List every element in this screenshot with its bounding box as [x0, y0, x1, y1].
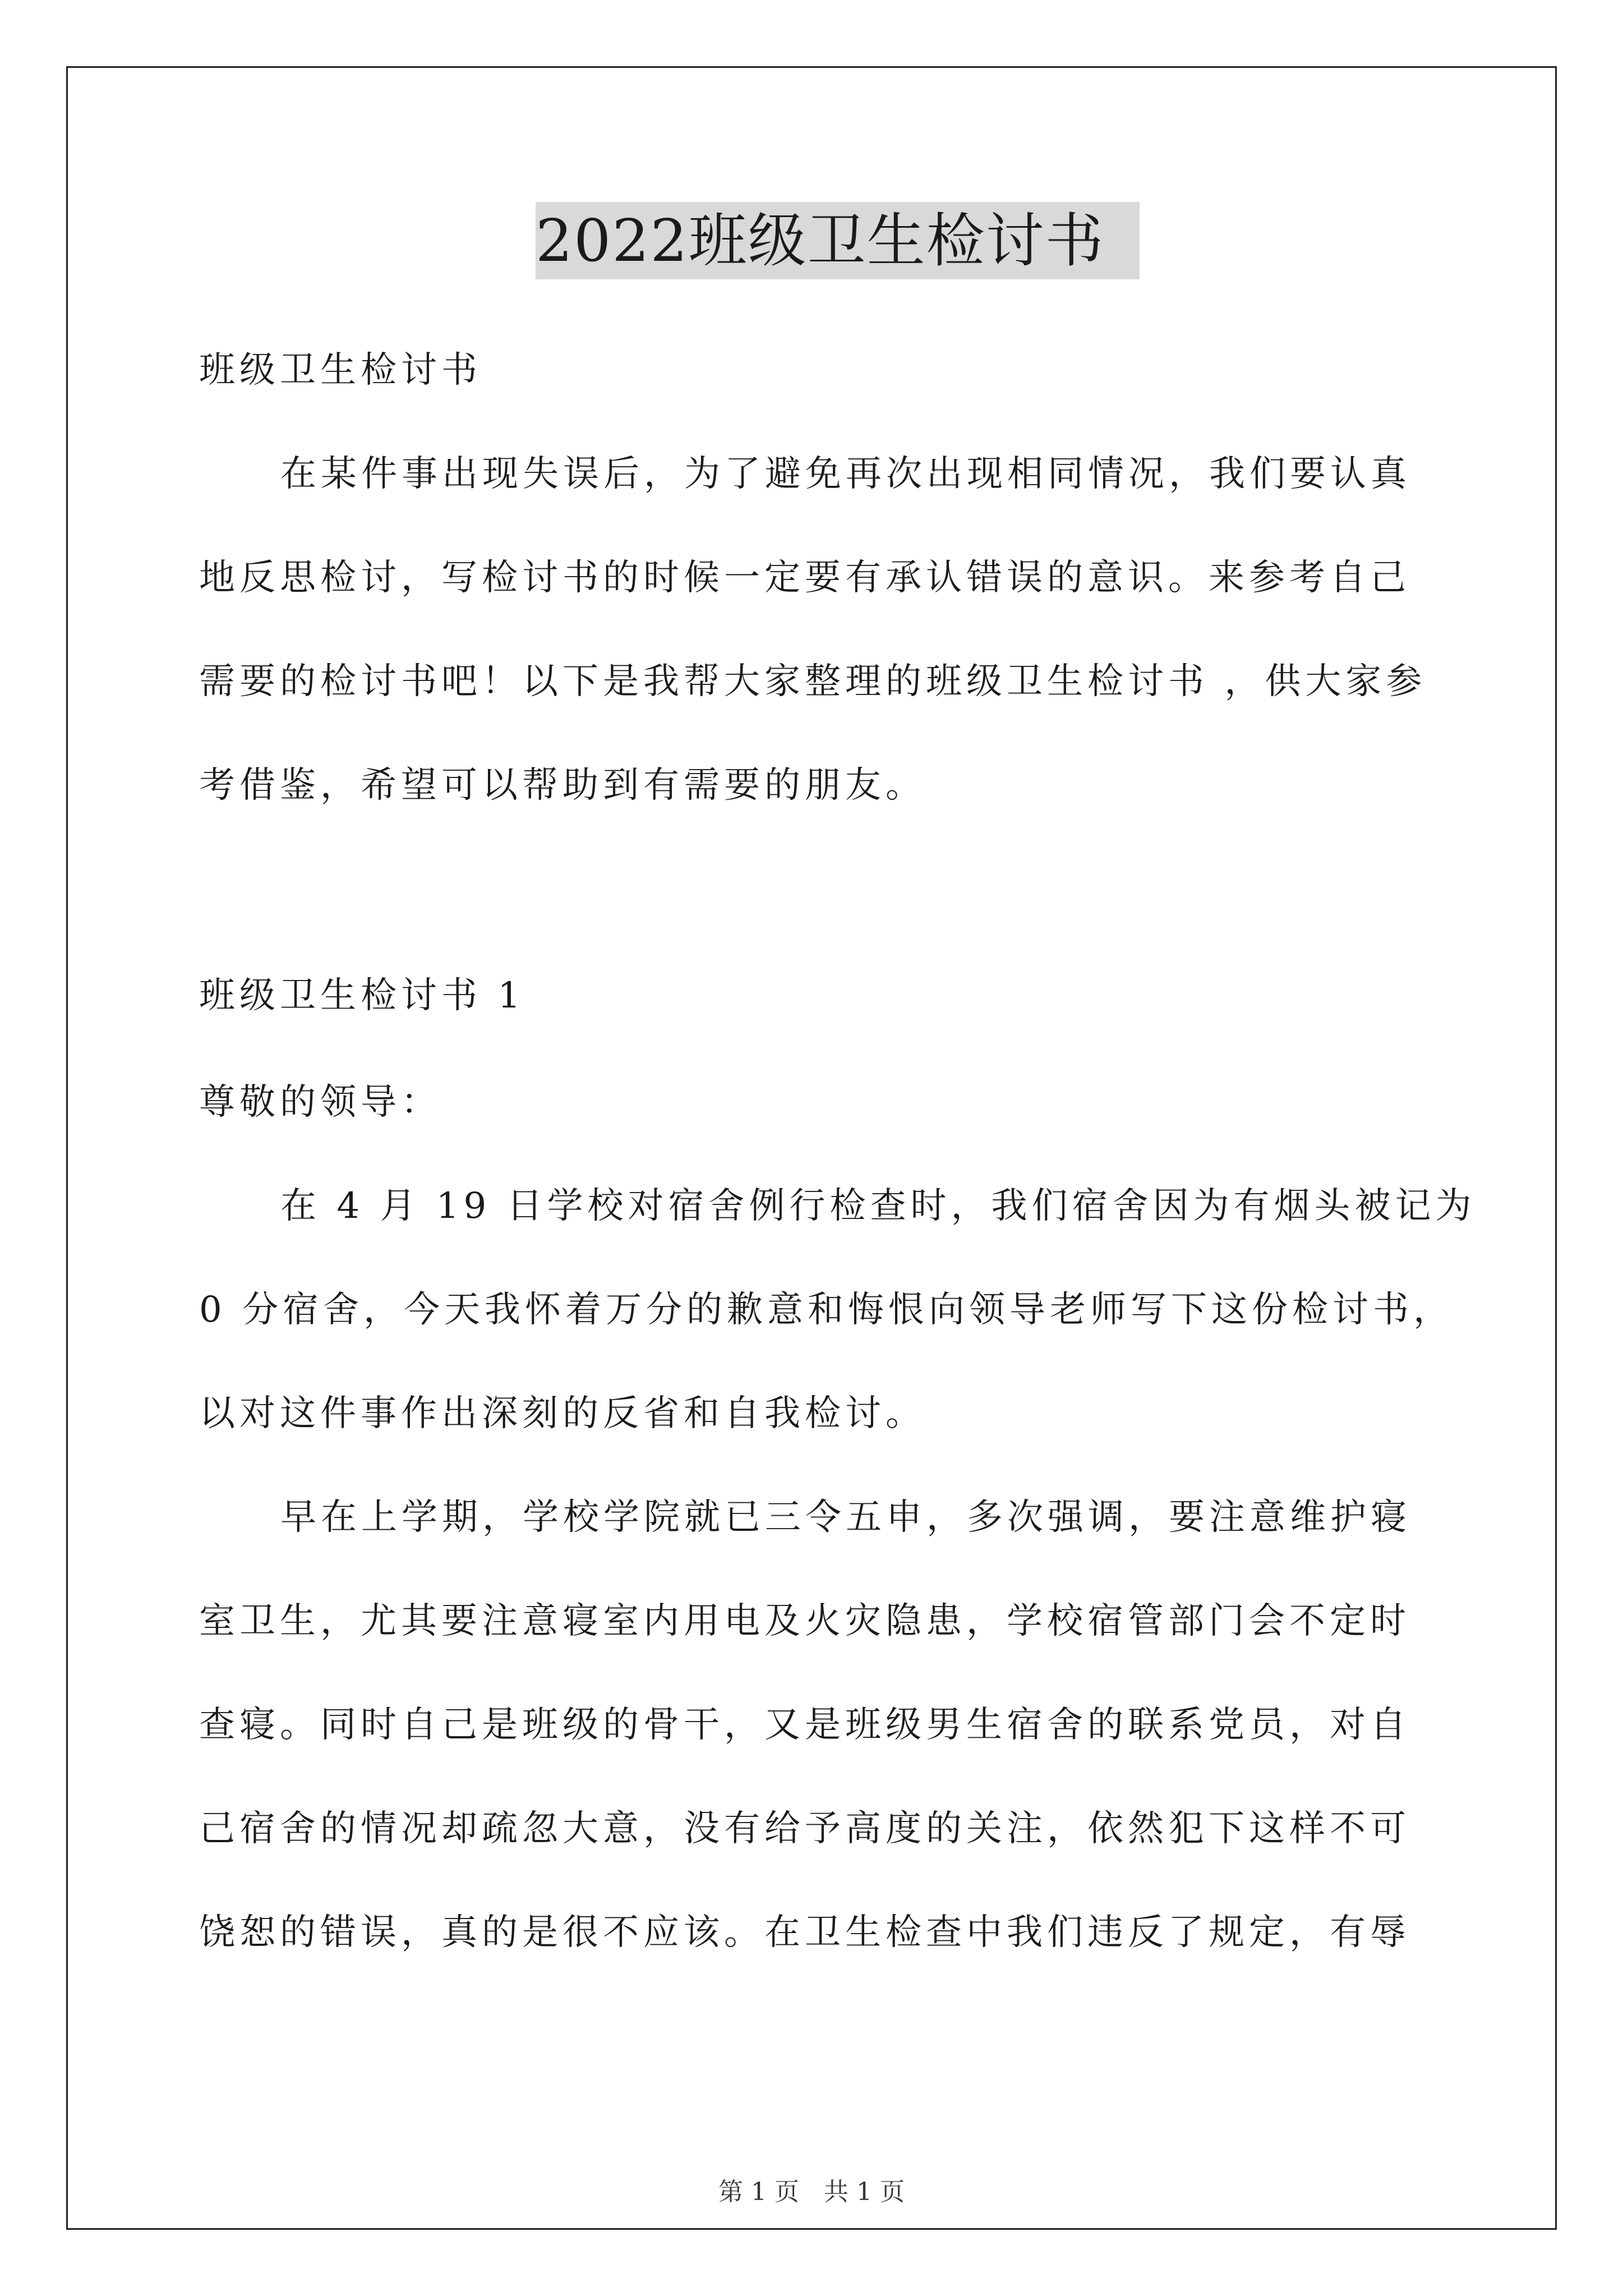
document-title: 2022班级卫生检讨书: [536, 202, 1140, 279]
intro-line-2: 地反思检讨，写检讨书的时候一定要有承认错误的意识。来参考自己: [199, 557, 1410, 599]
intro-line-4: 考借鉴，希望可以帮助到有需要的朋友。: [199, 765, 926, 806]
intro-line-3: 需要的检讨书吧！以下是我帮大家整理的班级卫生检讨书 ，供大家参: [199, 661, 1427, 702]
paragraph2-line-4: 己宿舍的情况却疏忽大意，没有给予高度的关注，依然犯下这样不可: [199, 1808, 1410, 1849]
section-heading: 班级卫生检讨书 1: [199, 975, 525, 1016]
paragraph2-line-1: 早在上学期，学校学院就已三令五申，多次强调，要注意维护寝: [280, 1497, 1411, 1538]
paragraph2-line-2: 室卫生，尤其要注意寝室内用电及火灾隐患，学校宿管部门会不定时: [199, 1600, 1410, 1642]
intro-line-1: 在某件事出现失误后，为了避免再次出现相同情况，我们要认真: [280, 453, 1411, 495]
page-footer: 第 1 页 共 1 页: [718, 2178, 905, 2206]
subtitle: 班级卫生检讨书: [199, 349, 482, 391]
paragraph1-line-3: 以对这件事作出深刻的反省和自我检讨。: [199, 1393, 926, 1434]
paragraph1-line-2: 0 分宿舍，今天我怀着万分的歉意和悔恨向领导老师写下这份检讨书，: [199, 1289, 1454, 1331]
paragraph2-line-3: 查寝。同时自己是班级的骨干，又是班级男生宿舍的联系党员，对自: [199, 1704, 1410, 1746]
paragraph1-line-1: 在 4 月 19 日学校对宿舍例行检查时，我们宿舍因为有烟头被记为: [280, 1185, 1476, 1227]
salutation: 尊敬的领导：: [199, 1082, 441, 1123]
paragraph2-line-5: 饶恕的错误，真的是很不应该。在卫生检查中我们违反了规定，有辱: [199, 1912, 1410, 1953]
